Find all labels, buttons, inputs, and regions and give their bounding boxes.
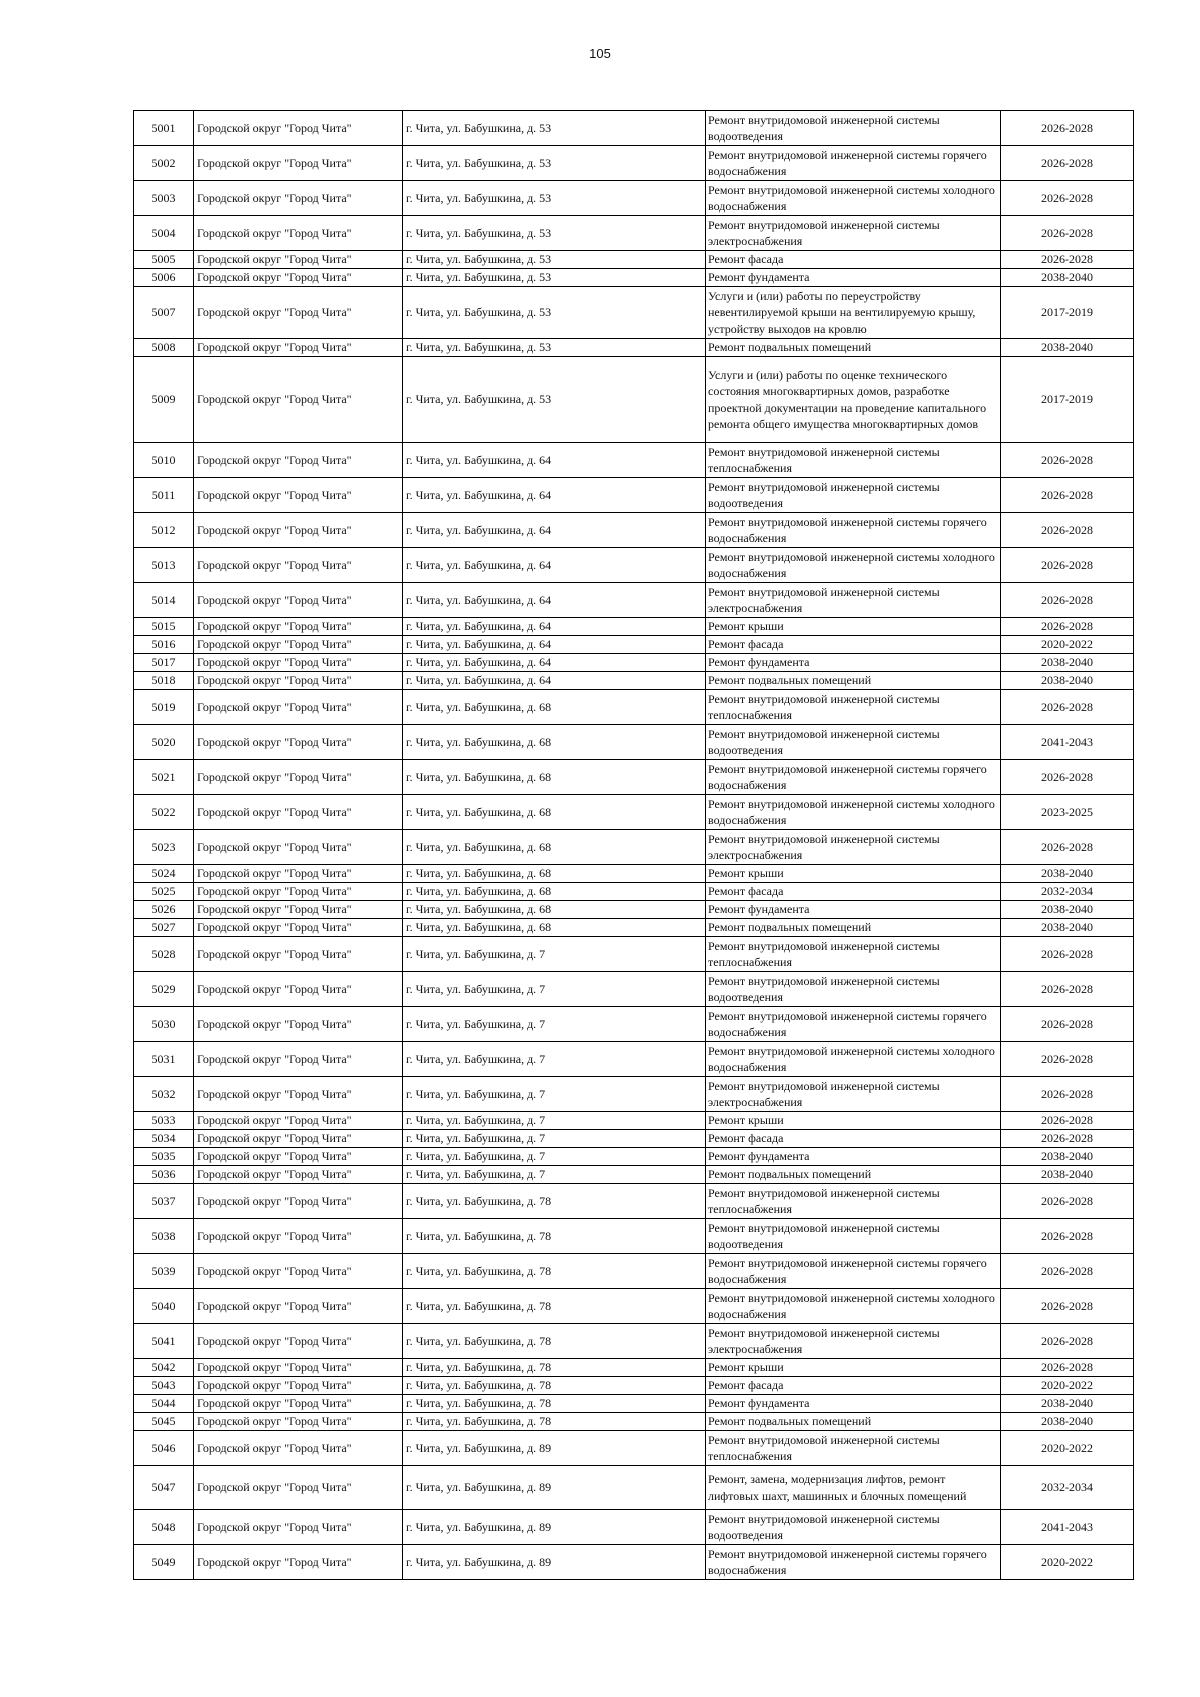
table-row bbox=[134, 919, 1134, 937]
row-number: 5005 bbox=[134, 251, 194, 269]
municipality-cell: Городской округ "Город Чита" bbox=[194, 443, 403, 478]
work-type-cell: Ремонт внутридомовой инженерной системы электроснабжения bbox=[706, 583, 1001, 618]
period-cell: 2026-2028 bbox=[1001, 972, 1134, 1007]
table-row bbox=[134, 937, 1134, 972]
table-row bbox=[134, 478, 1134, 513]
address-cell: г. Чита, ул. Бабушкина, д. 7 bbox=[403, 1077, 706, 1112]
table-row bbox=[134, 1077, 1134, 1112]
row-number: 5020 bbox=[134, 725, 194, 760]
table-row bbox=[134, 1007, 1134, 1042]
address-cell: г. Чита, ул. Бабушкина, д. 7 bbox=[403, 972, 706, 1007]
address-cell: г. Чита, ул. Бабушкина, д. 53 bbox=[403, 216, 706, 251]
table-row bbox=[134, 1395, 1134, 1413]
address-cell: г. Чита, ул. Бабушкина, д. 53 bbox=[403, 181, 706, 216]
address-cell: г. Чита, ул. Бабушкина, д. 64 bbox=[403, 672, 706, 690]
table-row bbox=[134, 672, 1134, 690]
municipality-cell: Городской округ "Город Чита" bbox=[194, 1254, 403, 1289]
table-row bbox=[134, 1130, 1134, 1148]
period-cell: 2023-2025 bbox=[1001, 795, 1134, 830]
municipality-cell: Городской округ "Город Чита" bbox=[194, 1219, 403, 1254]
work-type-cell: Ремонт, замена, модернизация лифтов, ремонт лифтовых шахт, машинных и блочных помещений bbox=[706, 1466, 1001, 1510]
address-cell: г. Чита, ул. Бабушкина, д. 53 bbox=[403, 357, 706, 443]
table-row bbox=[134, 1042, 1134, 1077]
table-row bbox=[134, 636, 1134, 654]
period-cell: 2026-2028 bbox=[1001, 1219, 1134, 1254]
table-row bbox=[134, 1166, 1134, 1184]
table-row bbox=[134, 1112, 1134, 1130]
municipality-cell: Городской округ "Город Чита" bbox=[194, 269, 403, 287]
address-cell: г. Чита, ул. Бабушкина, д. 64 bbox=[403, 618, 706, 636]
period-cell: 2026-2028 bbox=[1001, 1077, 1134, 1112]
row-number: 5022 bbox=[134, 795, 194, 830]
period-cell: 2026-2028 bbox=[1001, 513, 1134, 548]
period-cell: 2038-2040 bbox=[1001, 339, 1134, 357]
table-row bbox=[134, 181, 1134, 216]
row-number: 5047 bbox=[134, 1466, 194, 1510]
address-cell: г. Чита, ул. Бабушкина, д. 7 bbox=[403, 1148, 706, 1166]
municipality-cell: Городской округ "Город Чита" bbox=[194, 1395, 403, 1413]
work-type-cell: Ремонт фасада bbox=[706, 883, 1001, 901]
address-cell: г. Чита, ул. Бабушкина, д. 68 bbox=[403, 883, 706, 901]
work-type-cell: Ремонт фасада bbox=[706, 636, 1001, 654]
period-cell: 2026-2028 bbox=[1001, 1289, 1134, 1324]
period-cell: 2026-2028 bbox=[1001, 1324, 1134, 1359]
period-cell: 2026-2028 bbox=[1001, 618, 1134, 636]
work-type-cell: Ремонт фундамента bbox=[706, 1395, 1001, 1413]
period-cell: 2020-2022 bbox=[1001, 1545, 1134, 1580]
work-type-cell: Ремонт внутридомовой инженерной системы теплоснабжения bbox=[706, 690, 1001, 725]
row-number: 5024 bbox=[134, 865, 194, 883]
municipality-cell: Городской округ "Город Чита" bbox=[194, 1112, 403, 1130]
municipality-cell: Городской округ "Город Чита" bbox=[194, 111, 403, 146]
municipality-cell: Городской округ "Город Чита" bbox=[194, 1077, 403, 1112]
period-cell: 2026-2028 bbox=[1001, 1130, 1134, 1148]
row-number: 5010 bbox=[134, 443, 194, 478]
municipality-cell: Городской округ "Город Чита" bbox=[194, 251, 403, 269]
period-cell: 2026-2028 bbox=[1001, 1042, 1134, 1077]
address-cell: г. Чита, ул. Бабушкина, д. 53 bbox=[403, 251, 706, 269]
table-row bbox=[134, 1219, 1134, 1254]
municipality-cell: Городской округ "Город Чита" bbox=[194, 357, 403, 443]
period-cell: 2026-2028 bbox=[1001, 760, 1134, 795]
address-cell: г. Чита, ул. Бабушкина, д. 68 bbox=[403, 919, 706, 937]
municipality-cell: Городской округ "Город Чита" bbox=[194, 865, 403, 883]
address-cell: г. Чита, ул. Бабушкина, д. 68 bbox=[403, 795, 706, 830]
table-row bbox=[134, 1148, 1134, 1166]
period-cell: 2041-2043 bbox=[1001, 725, 1134, 760]
address-cell: г. Чита, ул. Бабушкина, д. 7 bbox=[403, 1166, 706, 1184]
municipality-cell: Городской округ "Город Чита" bbox=[194, 1466, 403, 1510]
row-number: 5031 bbox=[134, 1042, 194, 1077]
table-row bbox=[134, 287, 1134, 339]
address-cell: г. Чита, ул. Бабушкина, д. 7 bbox=[403, 1112, 706, 1130]
period-cell: 2026-2028 bbox=[1001, 1359, 1134, 1377]
row-number: 5018 bbox=[134, 672, 194, 690]
period-cell: 2026-2028 bbox=[1001, 443, 1134, 478]
period-cell: 2020-2022 bbox=[1001, 1377, 1134, 1395]
work-type-cell: Ремонт фундамента bbox=[706, 901, 1001, 919]
table-row bbox=[134, 513, 1134, 548]
period-cell: 2026-2028 bbox=[1001, 1007, 1134, 1042]
municipality-cell: Городской округ "Город Чита" bbox=[194, 937, 403, 972]
period-cell: 2026-2028 bbox=[1001, 111, 1134, 146]
work-type-cell: Ремонт внутридомовой инженерной системы электроснабжения bbox=[706, 1324, 1001, 1359]
table-row bbox=[134, 583, 1134, 618]
table-row bbox=[134, 1359, 1134, 1377]
period-cell: 2026-2028 bbox=[1001, 830, 1134, 865]
work-type-cell: Ремонт внутридомовой инженерной системы холодного водоснабжения bbox=[706, 1289, 1001, 1324]
work-type-cell: Ремонт внутридомовой инженерной системы холодного водоснабжения bbox=[706, 795, 1001, 830]
period-cell: 2020-2022 bbox=[1001, 1431, 1134, 1466]
work-type-cell: Ремонт фасада bbox=[706, 1377, 1001, 1395]
address-cell: г. Чита, ул. Бабушкина, д. 78 bbox=[403, 1359, 706, 1377]
municipality-cell: Городской округ "Город Чита" bbox=[194, 690, 403, 725]
row-number: 5002 bbox=[134, 146, 194, 181]
work-type-cell: Ремонт внутридомовой инженерной системы горячего водоснабжения bbox=[706, 1254, 1001, 1289]
table-row bbox=[134, 865, 1134, 883]
row-number: 5013 bbox=[134, 548, 194, 583]
address-cell: г. Чита, ул. Бабушкина, д. 64 bbox=[403, 583, 706, 618]
work-type-cell: Ремонт внутридомовой инженерной системы теплоснабжения bbox=[706, 1184, 1001, 1219]
row-number: 5032 bbox=[134, 1077, 194, 1112]
work-type-cell: Ремонт внутридомовой инженерной системы теплоснабжения bbox=[706, 443, 1001, 478]
row-number: 5040 bbox=[134, 1289, 194, 1324]
table-row bbox=[134, 760, 1134, 795]
page-number: 105 bbox=[589, 46, 611, 61]
row-number: 5001 bbox=[134, 111, 194, 146]
municipality-cell: Городской округ "Город Чита" bbox=[194, 1545, 403, 1580]
address-cell: г. Чита, ул. Бабушкина, д. 68 bbox=[403, 690, 706, 725]
row-number: 5009 bbox=[134, 357, 194, 443]
municipality-cell: Городской округ "Город Чита" bbox=[194, 548, 403, 583]
period-cell: 2038-2040 bbox=[1001, 1413, 1134, 1431]
table-row bbox=[134, 1324, 1134, 1359]
period-cell: 2026-2028 bbox=[1001, 583, 1134, 618]
row-number: 5016 bbox=[134, 636, 194, 654]
repair-schedule-table bbox=[133, 110, 1134, 1580]
period-cell: 2026-2028 bbox=[1001, 690, 1134, 725]
table-row bbox=[134, 216, 1134, 251]
work-type-cell: Ремонт внутридомовой инженерной системы электроснабжения bbox=[706, 216, 1001, 251]
work-type-cell: Ремонт подвальных помещений bbox=[706, 672, 1001, 690]
table-row bbox=[134, 725, 1134, 760]
period-cell: 2032-2034 bbox=[1001, 1466, 1134, 1510]
address-cell: г. Чита, ул. Бабушкина, д. 68 bbox=[403, 901, 706, 919]
municipality-cell: Городской округ "Город Чита" bbox=[194, 583, 403, 618]
work-type-cell: Ремонт фундамента bbox=[706, 269, 1001, 287]
period-cell: 2026-2028 bbox=[1001, 937, 1134, 972]
table-row bbox=[134, 830, 1134, 865]
table-row bbox=[134, 690, 1134, 725]
table-row bbox=[134, 269, 1134, 287]
municipality-cell: Городской округ "Город Чита" bbox=[194, 1148, 403, 1166]
period-cell: 2038-2040 bbox=[1001, 269, 1134, 287]
period-cell: 2038-2040 bbox=[1001, 672, 1134, 690]
work-type-cell: Услуги и (или) работы по оценке технического состояния многоквартирных домов, разработке проектной документации на проведение капитального ремонта общего имущества многоквартирных домов bbox=[706, 357, 1001, 443]
address-cell: г. Чита, ул. Бабушкина, д. 64 bbox=[403, 636, 706, 654]
work-type-cell: Ремонт внутридомовой инженерной системы горячего водоснабжения bbox=[706, 513, 1001, 548]
row-number: 5046 bbox=[134, 1431, 194, 1466]
row-number: 5012 bbox=[134, 513, 194, 548]
address-cell: г. Чита, ул. Бабушкина, д. 78 bbox=[403, 1324, 706, 1359]
table-row bbox=[134, 972, 1134, 1007]
municipality-cell: Городской округ "Город Чита" bbox=[194, 478, 403, 513]
address-cell: г. Чита, ул. Бабушкина, д. 64 bbox=[403, 654, 706, 672]
table-row bbox=[134, 1377, 1134, 1395]
work-type-cell: Ремонт внутридомовой инженерной системы водоотведения bbox=[706, 1219, 1001, 1254]
work-type-cell: Ремонт внутридомовой инженерной системы горячего водоснабжения bbox=[706, 146, 1001, 181]
period-cell: 2017-2019 bbox=[1001, 357, 1134, 443]
row-number: 5007 bbox=[134, 287, 194, 339]
municipality-cell: Городской округ "Город Чита" bbox=[194, 883, 403, 901]
period-cell: 2038-2040 bbox=[1001, 654, 1134, 672]
municipality-cell: Городской округ "Город Чита" bbox=[194, 513, 403, 548]
period-cell: 2026-2028 bbox=[1001, 251, 1134, 269]
row-number: 5021 bbox=[134, 760, 194, 795]
table-row bbox=[134, 1510, 1134, 1545]
row-number: 5015 bbox=[134, 618, 194, 636]
municipality-cell: Городской округ "Город Чита" bbox=[194, 1359, 403, 1377]
municipality-cell: Городской округ "Город Чита" bbox=[194, 672, 403, 690]
period-cell: 2026-2028 bbox=[1001, 478, 1134, 513]
work-type-cell: Ремонт фундамента bbox=[706, 654, 1001, 672]
work-type-cell: Ремонт внутридомовой инженерной системы холодного водоснабжения bbox=[706, 1042, 1001, 1077]
row-number: 5034 bbox=[134, 1130, 194, 1148]
municipality-cell: Городской округ "Город Чита" bbox=[194, 1324, 403, 1359]
row-number: 5042 bbox=[134, 1359, 194, 1377]
municipality-cell: Городской округ "Город Чита" bbox=[194, 1413, 403, 1431]
municipality-cell: Городской округ "Город Чита" bbox=[194, 1289, 403, 1324]
row-number: 5045 bbox=[134, 1413, 194, 1431]
period-cell: 2026-2028 bbox=[1001, 146, 1134, 181]
row-number: 5029 bbox=[134, 972, 194, 1007]
work-type-cell: Ремонт подвальных помещений bbox=[706, 1166, 1001, 1184]
row-number: 5026 bbox=[134, 901, 194, 919]
address-cell: г. Чита, ул. Бабушкина, д. 89 bbox=[403, 1545, 706, 1580]
municipality-cell: Городской округ "Город Чита" bbox=[194, 339, 403, 357]
table-row bbox=[134, 1254, 1134, 1289]
table-row bbox=[134, 1431, 1134, 1466]
work-type-cell: Ремонт внутридомовой инженерной системы теплоснабжения bbox=[706, 1431, 1001, 1466]
municipality-cell: Городской округ "Город Чита" bbox=[194, 654, 403, 672]
municipality-cell: Городской округ "Город Чита" bbox=[194, 1377, 403, 1395]
row-number: 5017 bbox=[134, 654, 194, 672]
row-number: 5049 bbox=[134, 1545, 194, 1580]
address-cell: г. Чита, ул. Бабушкина, д. 53 bbox=[403, 339, 706, 357]
period-cell: 2026-2028 bbox=[1001, 1184, 1134, 1219]
work-type-cell: Ремонт подвальных помещений bbox=[706, 919, 1001, 937]
row-number: 5008 bbox=[134, 339, 194, 357]
municipality-cell: Городской округ "Город Чита" bbox=[194, 1510, 403, 1545]
work-type-cell: Ремонт крыши bbox=[706, 1359, 1001, 1377]
municipality-cell: Городской округ "Город Чита" bbox=[194, 1431, 403, 1466]
row-number: 5033 bbox=[134, 1112, 194, 1130]
period-cell: 2020-2022 bbox=[1001, 636, 1134, 654]
municipality-cell: Городской округ "Город Чита" bbox=[194, 1184, 403, 1219]
table-body bbox=[134, 111, 1134, 1580]
work-type-cell: Ремонт внутридомовой инженерной системы электроснабжения bbox=[706, 1077, 1001, 1112]
address-cell: г. Чита, ул. Бабушкина, д. 78 bbox=[403, 1377, 706, 1395]
row-number: 5038 bbox=[134, 1219, 194, 1254]
row-number: 5048 bbox=[134, 1510, 194, 1545]
municipality-cell: Городской округ "Город Чита" bbox=[194, 901, 403, 919]
work-type-cell: Ремонт крыши bbox=[706, 1112, 1001, 1130]
address-cell: г. Чита, ул. Бабушкина, д. 7 bbox=[403, 1130, 706, 1148]
work-type-cell: Ремонт внутридомовой инженерной системы горячего водоснабжения bbox=[706, 1545, 1001, 1580]
table-row bbox=[134, 795, 1134, 830]
work-type-cell: Ремонт крыши bbox=[706, 618, 1001, 636]
address-cell: г. Чита, ул. Бабушкина, д. 89 bbox=[403, 1431, 706, 1466]
table-row bbox=[134, 883, 1134, 901]
address-cell: г. Чита, ул. Бабушкина, д. 89 bbox=[403, 1466, 706, 1510]
period-cell: 2032-2034 bbox=[1001, 883, 1134, 901]
municipality-cell: Городской округ "Город Чита" bbox=[194, 1130, 403, 1148]
address-cell: г. Чита, ул. Бабушкина, д. 64 bbox=[403, 513, 706, 548]
work-type-cell: Ремонт внутридомовой инженерной системы водоотведения bbox=[706, 111, 1001, 146]
row-number: 5044 bbox=[134, 1395, 194, 1413]
row-number: 5039 bbox=[134, 1254, 194, 1289]
row-number: 5023 bbox=[134, 830, 194, 865]
period-cell: 2026-2028 bbox=[1001, 1112, 1134, 1130]
address-cell: г. Чита, ул. Бабушкина, д. 53 bbox=[403, 269, 706, 287]
table-row bbox=[134, 654, 1134, 672]
work-type-cell: Ремонт внутридомовой инженерной системы теплоснабжения bbox=[706, 937, 1001, 972]
address-cell: г. Чита, ул. Бабушкина, д. 78 bbox=[403, 1184, 706, 1219]
table-row bbox=[134, 146, 1134, 181]
period-cell: 2038-2040 bbox=[1001, 919, 1134, 937]
period-cell: 2038-2040 bbox=[1001, 1395, 1134, 1413]
row-number: 5011 bbox=[134, 478, 194, 513]
work-type-cell: Ремонт внутридомовой инженерной системы горячего водоснабжения bbox=[706, 1007, 1001, 1042]
row-number: 5037 bbox=[134, 1184, 194, 1219]
row-number: 5036 bbox=[134, 1166, 194, 1184]
municipality-cell: Городской округ "Город Чита" bbox=[194, 760, 403, 795]
address-cell: г. Чита, ул. Бабушкина, д. 53 bbox=[403, 111, 706, 146]
period-cell: 2017-2019 bbox=[1001, 287, 1134, 339]
period-cell: 2026-2028 bbox=[1001, 548, 1134, 583]
table-row bbox=[134, 1545, 1134, 1580]
municipality-cell: Городской округ "Город Чита" bbox=[194, 181, 403, 216]
address-cell: г. Чита, ул. Бабушкина, д. 64 bbox=[403, 548, 706, 583]
address-cell: г. Чита, ул. Бабушкина, д. 64 bbox=[403, 443, 706, 478]
row-number: 5030 bbox=[134, 1007, 194, 1042]
address-cell: г. Чита, ул. Бабушкина, д. 78 bbox=[403, 1289, 706, 1324]
work-type-cell: Ремонт подвальных помещений bbox=[706, 339, 1001, 357]
municipality-cell: Городской округ "Город Чита" bbox=[194, 972, 403, 1007]
work-type-cell: Ремонт внутридомовой инженерной системы водоотведения bbox=[706, 725, 1001, 760]
period-cell: 2038-2040 bbox=[1001, 865, 1134, 883]
period-cell: 2038-2040 bbox=[1001, 1166, 1134, 1184]
row-number: 5006 bbox=[134, 269, 194, 287]
work-type-cell: Ремонт внутридомовой инженерной системы водоотведения bbox=[706, 972, 1001, 1007]
municipality-cell: Городской округ "Город Чита" bbox=[194, 287, 403, 339]
table-row bbox=[134, 339, 1134, 357]
address-cell: г. Чита, ул. Бабушкина, д. 53 bbox=[403, 146, 706, 181]
municipality-cell: Городской округ "Город Чита" bbox=[194, 1042, 403, 1077]
municipality-cell: Городской округ "Город Чита" bbox=[194, 795, 403, 830]
table-row bbox=[134, 901, 1134, 919]
municipality-cell: Городской округ "Город Чита" bbox=[194, 1007, 403, 1042]
table-row bbox=[134, 618, 1134, 636]
period-cell: 2038-2040 bbox=[1001, 901, 1134, 919]
table-row bbox=[134, 548, 1134, 583]
table-row bbox=[134, 1413, 1134, 1431]
period-cell: 2026-2028 bbox=[1001, 1254, 1134, 1289]
work-type-cell: Ремонт крыши bbox=[706, 865, 1001, 883]
work-type-cell: Услуги и (или) работы по переустройству невентилируемой крыши на вентилируемую крышу, устройству выходов на кровлю bbox=[706, 287, 1001, 339]
table-row bbox=[134, 1289, 1134, 1324]
period-cell: 2026-2028 bbox=[1001, 181, 1134, 216]
row-number: 5041 bbox=[134, 1324, 194, 1359]
period-cell: 2026-2028 bbox=[1001, 216, 1134, 251]
work-type-cell: Ремонт внутридомовой инженерной системы электроснабжения bbox=[706, 830, 1001, 865]
row-number: 5043 bbox=[134, 1377, 194, 1395]
address-cell: г. Чита, ул. Бабушкина, д. 7 bbox=[403, 937, 706, 972]
address-cell: г. Чита, ул. Бабушкина, д. 64 bbox=[403, 478, 706, 513]
row-number: 5003 bbox=[134, 181, 194, 216]
work-type-cell: Ремонт внутридомовой инженерной системы горячего водоснабжения bbox=[706, 760, 1001, 795]
municipality-cell: Городской округ "Город Чита" bbox=[194, 618, 403, 636]
municipality-cell: Городской округ "Город Чита" bbox=[194, 636, 403, 654]
work-type-cell: Ремонт подвальных помещений bbox=[706, 1413, 1001, 1431]
period-cell: 2041-2043 bbox=[1001, 1510, 1134, 1545]
address-cell: г. Чита, ул. Бабушкина, д. 68 bbox=[403, 865, 706, 883]
municipality-cell: Городской округ "Город Чита" bbox=[194, 216, 403, 251]
row-number: 5014 bbox=[134, 583, 194, 618]
address-cell: г. Чита, ул. Бабушкина, д. 78 bbox=[403, 1413, 706, 1431]
work-type-cell: Ремонт фасада bbox=[706, 251, 1001, 269]
work-type-cell: Ремонт фасада bbox=[706, 1130, 1001, 1148]
municipality-cell: Городской округ "Город Чита" bbox=[194, 919, 403, 937]
work-type-cell: Ремонт фундамента bbox=[706, 1148, 1001, 1166]
table-row bbox=[134, 111, 1134, 146]
row-number: 5027 bbox=[134, 919, 194, 937]
table-row bbox=[134, 1466, 1134, 1510]
municipality-cell: Городской округ "Город Чита" bbox=[194, 146, 403, 181]
work-type-cell: Ремонт внутридомовой инженерной системы холодного водоснабжения bbox=[706, 181, 1001, 216]
municipality-cell: Городской округ "Город Чита" bbox=[194, 830, 403, 865]
row-number: 5025 bbox=[134, 883, 194, 901]
address-cell: г. Чита, ул. Бабушкина, д. 78 bbox=[403, 1254, 706, 1289]
table-row bbox=[134, 251, 1134, 269]
table-row bbox=[134, 443, 1134, 478]
address-cell: г. Чита, ул. Бабушкина, д. 68 bbox=[403, 830, 706, 865]
address-cell: г. Чита, ул. Бабушкина, д. 53 bbox=[403, 287, 706, 339]
address-cell: г. Чита, ул. Бабушкина, д. 7 bbox=[403, 1042, 706, 1077]
row-number: 5004 bbox=[134, 216, 194, 251]
address-cell: г. Чита, ул. Бабушкина, д. 78 bbox=[403, 1219, 706, 1254]
address-cell: г. Чита, ул. Бабушкина, д. 68 bbox=[403, 760, 706, 795]
work-type-cell: Ремонт внутридомовой инженерной системы холодного водоснабжения bbox=[706, 548, 1001, 583]
row-number: 5035 bbox=[134, 1148, 194, 1166]
municipality-cell: Городской округ "Город Чита" bbox=[194, 1166, 403, 1184]
table-row bbox=[134, 357, 1134, 443]
address-cell: г. Чита, ул. Бабушкина, д. 89 bbox=[403, 1510, 706, 1545]
address-cell: г. Чита, ул. Бабушкина, д. 7 bbox=[403, 1007, 706, 1042]
municipality-cell: Городской округ "Город Чита" bbox=[194, 725, 403, 760]
address-cell: г. Чита, ул. Бабушкина, д. 68 bbox=[403, 725, 706, 760]
address-cell: г. Чита, ул. Бабушкина, д. 78 bbox=[403, 1395, 706, 1413]
period-cell: 2038-2040 bbox=[1001, 1148, 1134, 1166]
row-number: 5028 bbox=[134, 937, 194, 972]
table-row bbox=[134, 1184, 1134, 1219]
work-type-cell: Ремонт внутридомовой инженерной системы водоотведения bbox=[706, 478, 1001, 513]
work-type-cell: Ремонт внутридомовой инженерной системы водоотведения bbox=[706, 1510, 1001, 1545]
row-number: 5019 bbox=[134, 690, 194, 725]
